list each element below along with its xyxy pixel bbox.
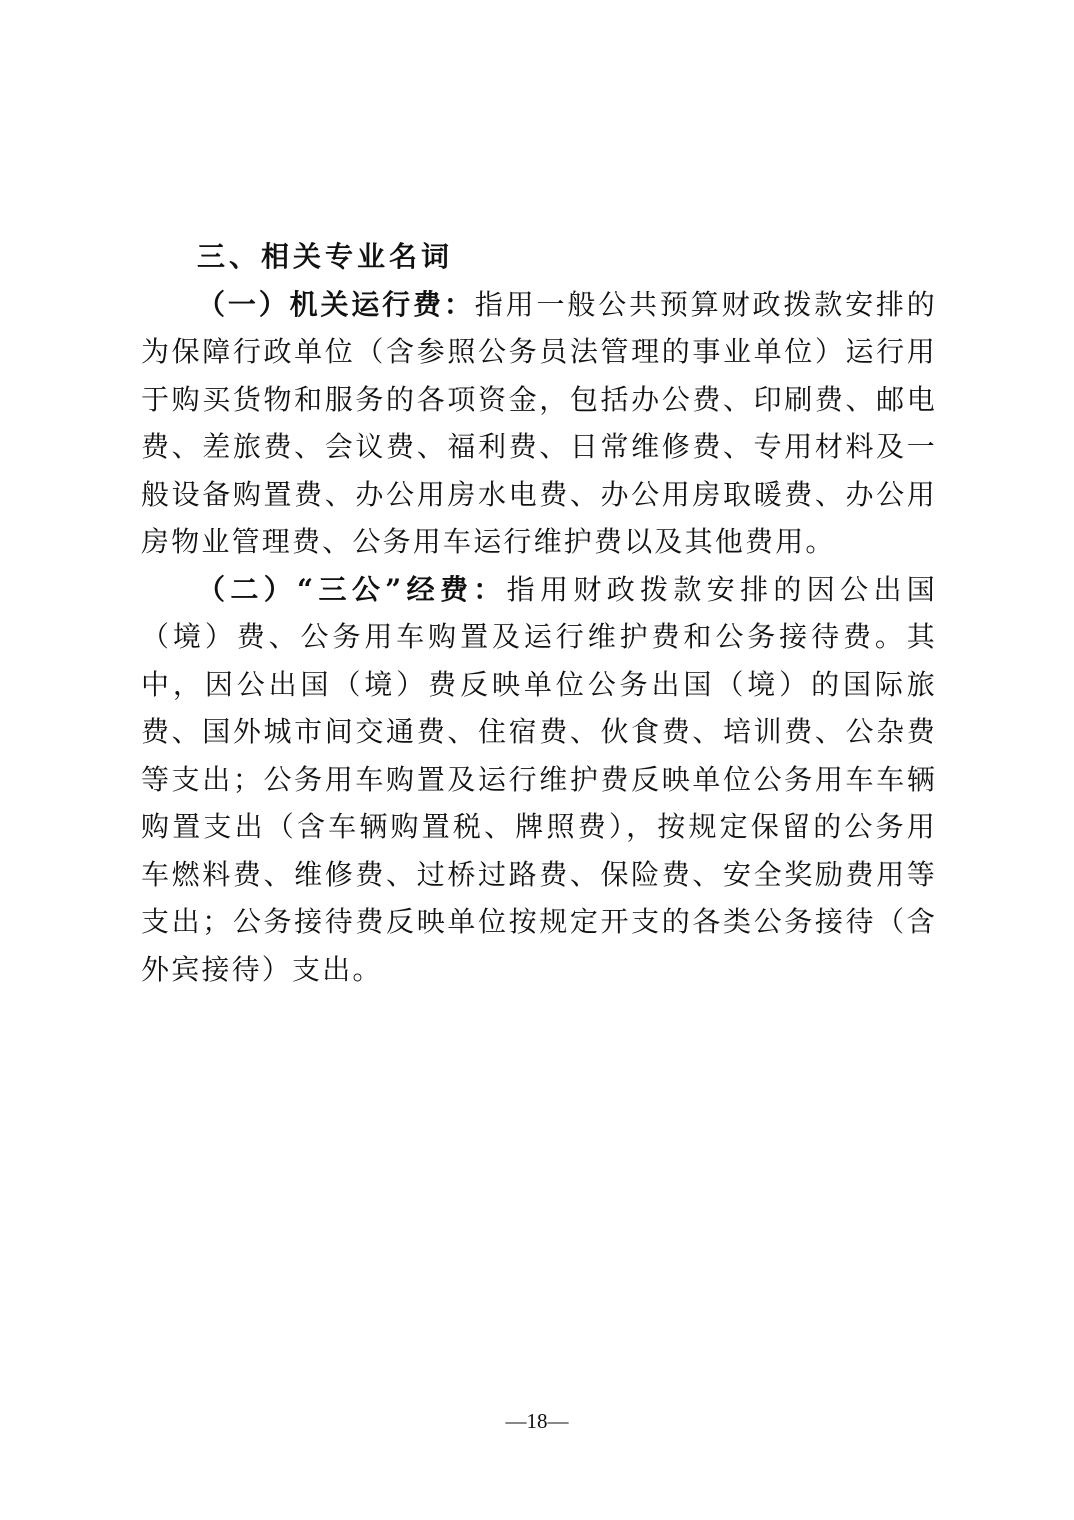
section-heading: 三、相关专业名词: [197, 240, 454, 273]
paragraph-administrative-operating-costs: [141, 281, 937, 566]
term-administrative-operating-costs: （一）机关运行费：: [197, 287, 475, 321]
page-number: —18—: [505, 1409, 569, 1433]
definition-three-public-expenses: 指用财政拨款安排的因公出国（境）费、公务用车购置及运行维护费和公务接待费。其中，因公出国（境）费反映单位公务出国（境）的国际旅费、国外城市间交通费、住宿费、伙食费、培训费、公杂费等支出；公务用车购置及运行维护费反映单位公务用车车辆购置支出（含车辆购置税、牌照费），按规定保留的公务用车燃料费、维修费、过桥过路费、保险费、安全奖励费用等支出；公务接待费反映单位按规定开支的各类公务接待（含外宾接待）支出。: [141, 572, 937, 986]
document-body: [141, 233, 937, 993]
term-three-public-expenses: （二）“三公”经费：: [197, 572, 507, 606]
definition-administrative-operating-costs: 指用一般公共预算财政拨款安排的为保障行政单位（含参照公务员法管理的事业单位）运行用于购买货物和服务的各项资金，包括办公费、印刷费、邮电费、差旅费、会议费、福利费、日常维修费、专用材料及一般设备购置费、办公用房水电费、办公用房取暖费、办公用房物业管理费、公务用车运行维护费以及其他费用。: [141, 287, 937, 558]
paragraph-three-public-expenses: [141, 566, 937, 994]
